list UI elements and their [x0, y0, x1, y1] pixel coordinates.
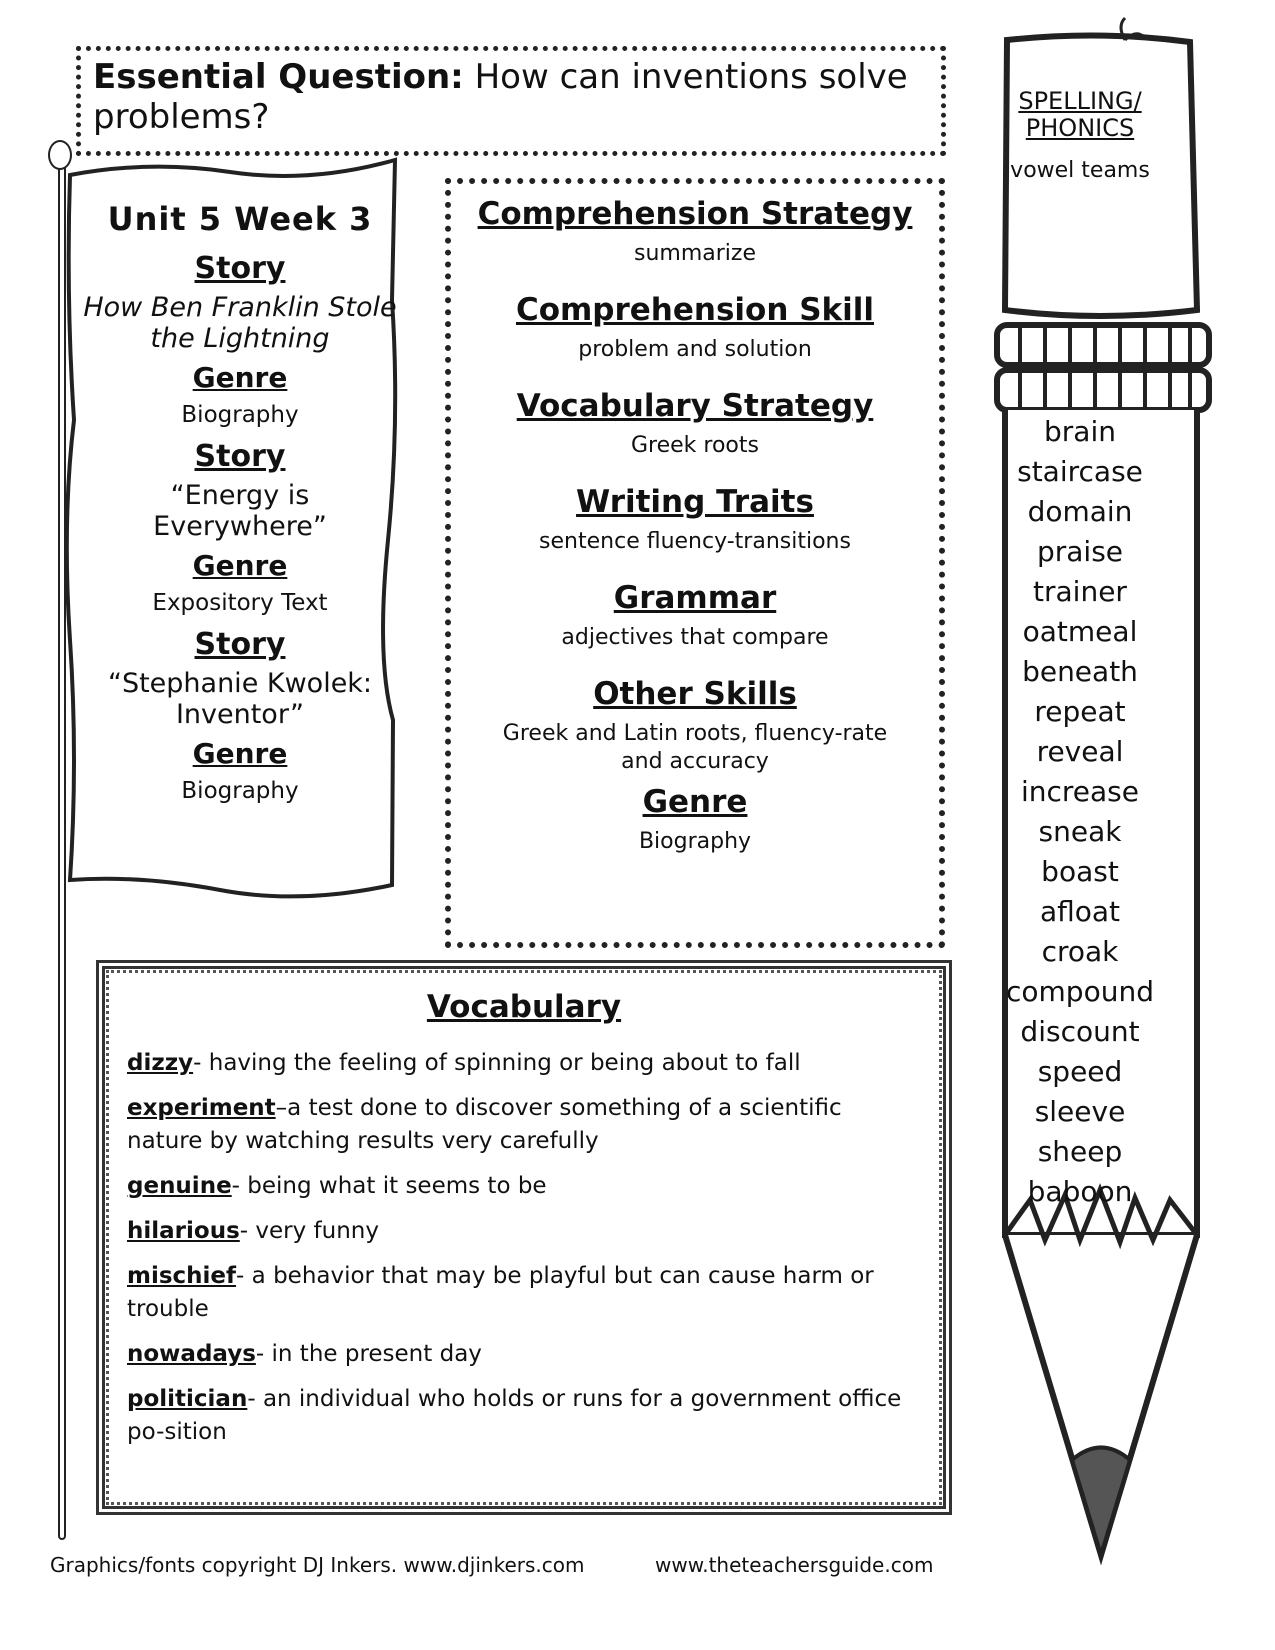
spelling-word: baboon [1027, 1175, 1133, 1208]
vocab-item [127, 1092, 921, 1158]
spelling-word: beneath [1022, 655, 1138, 688]
essential-question-label: Essential Question: [93, 57, 464, 97]
skill-heading: Writing Traits [576, 484, 814, 520]
spelling-word: compound [1006, 975, 1154, 1008]
genre-value: Biography [181, 778, 299, 804]
unit-title: Unit 5 Week 3 [107, 200, 373, 238]
vocab-item [127, 1215, 921, 1248]
skill-heading: Comprehension Skill [515, 292, 875, 328]
flag-pole [58, 150, 66, 1540]
story-label: Story [194, 251, 286, 286]
vocabulary-box [96, 960, 952, 1515]
footer-site: www.theteachersguide.com [655, 1553, 934, 1577]
vocab-word: hilarious [127, 1218, 240, 1244]
vocab-definition: - a behavior that may be playful but can cause harm or trouble [127, 1263, 874, 1322]
spelling-title [1010, 88, 1150, 142]
skill-heading: Other Skills [593, 676, 797, 712]
vocab-definition: - very funny [239, 1218, 379, 1244]
story-title: How Ben Franklin Stole the Lightning [83, 292, 397, 354]
spelling-word: croak [1041, 935, 1119, 968]
skill-heading: Vocabulary Strategy [516, 388, 874, 424]
skill-value: sentence fluency-transitions [539, 529, 851, 554]
spelling-word: praise [1036, 535, 1124, 568]
banner-section-2 [80, 438, 400, 618]
spelling-word: trainer [1033, 575, 1127, 608]
skill-value: adjectives that compare [561, 625, 829, 650]
genre-label: Genre [192, 737, 288, 770]
vocab-item [127, 1170, 921, 1203]
banner-section-3 [80, 626, 400, 806]
genre-value: Expository Text [152, 590, 328, 616]
vocab-word: genuine [127, 1173, 232, 1199]
spelling-word: sneak [1038, 815, 1122, 848]
vocab-word: experiment [127, 1095, 276, 1121]
vocab-item [127, 1260, 921, 1326]
skill-heading: Genre [642, 784, 748, 820]
story-title: “Stephanie Kwolek: Inventor” [107, 668, 373, 730]
vocab-item [127, 1338, 921, 1371]
vocab-item [127, 1047, 921, 1080]
spelling-subtitle: vowel teams [1010, 158, 1150, 183]
banner-content [80, 200, 400, 814]
story-title: “Energy is Everywhere” [153, 480, 327, 542]
story-label: Story [194, 439, 286, 474]
spelling-word: reveal [1036, 735, 1124, 768]
spelling-word: repeat [1034, 695, 1126, 728]
spelling-word: speed [1037, 1055, 1123, 1088]
banner-section-1 [80, 250, 400, 430]
story-label: Story [194, 627, 286, 662]
skill-heading: Grammar [613, 580, 777, 616]
spelling-title-line1: SPELLING/ [1018, 87, 1142, 115]
spelling-word: sleeve [1034, 1095, 1126, 1128]
spelling-word: discount [1020, 1015, 1140, 1048]
spelling-title-line2: PHONICS [1025, 114, 1135, 142]
vocab-definition: - having the feeling of spinning or being about to fall [193, 1050, 801, 1076]
spelling-word: sheep [1037, 1135, 1123, 1168]
vocab-definition: - being what it seems to be [231, 1173, 547, 1199]
flag-pole-knob [48, 140, 72, 170]
footer-copyright: Graphics/fonts copyright DJ Inkers. www.djinkers.com [50, 1553, 585, 1577]
skill-value: problem and solution [578, 337, 812, 362]
vocab-item [127, 1383, 921, 1449]
vocab-definition: –a test done to discover something of a scientific nature by watching results very carefully [127, 1095, 842, 1154]
skill-value: summarize [634, 241, 756, 266]
skill-value: Biography [638, 829, 752, 854]
spelling-word: brain [1044, 415, 1116, 448]
skill-value: Greek roots [631, 433, 759, 458]
genre-label: Genre [192, 549, 288, 582]
skills-box [445, 178, 945, 948]
vocab-word: mischief [127, 1263, 237, 1289]
genre-label: Genre [192, 361, 288, 394]
vocab-word: dizzy [127, 1050, 194, 1076]
vocab-word: nowadays [127, 1341, 256, 1367]
spelling-word: boast [1041, 855, 1119, 888]
vocab-definition: - in the present day [255, 1341, 482, 1367]
skill-value: Greek and Latin roots, fluency-rate and accuracy [502, 721, 888, 774]
vocab-word: politician [127, 1386, 248, 1412]
essential-question-text: How can inventions solve problems? [93, 57, 908, 137]
spelling-word: domain [1027, 495, 1133, 528]
spelling-word-list [1000, 412, 1160, 1212]
skill-heading: Comprehension Strategy [477, 196, 913, 232]
spelling-word: increase [1020, 775, 1139, 808]
genre-value: Biography [181, 402, 299, 428]
vocab-definition: - an individual who holds or runs for a government office po-sition [127, 1386, 902, 1445]
spelling-word: afloat [1039, 895, 1121, 928]
spelling-word: oatmeal [1022, 615, 1138, 648]
spelling-word: staircase [1017, 455, 1143, 488]
vocabulary-title: Vocabulary [426, 989, 622, 1025]
